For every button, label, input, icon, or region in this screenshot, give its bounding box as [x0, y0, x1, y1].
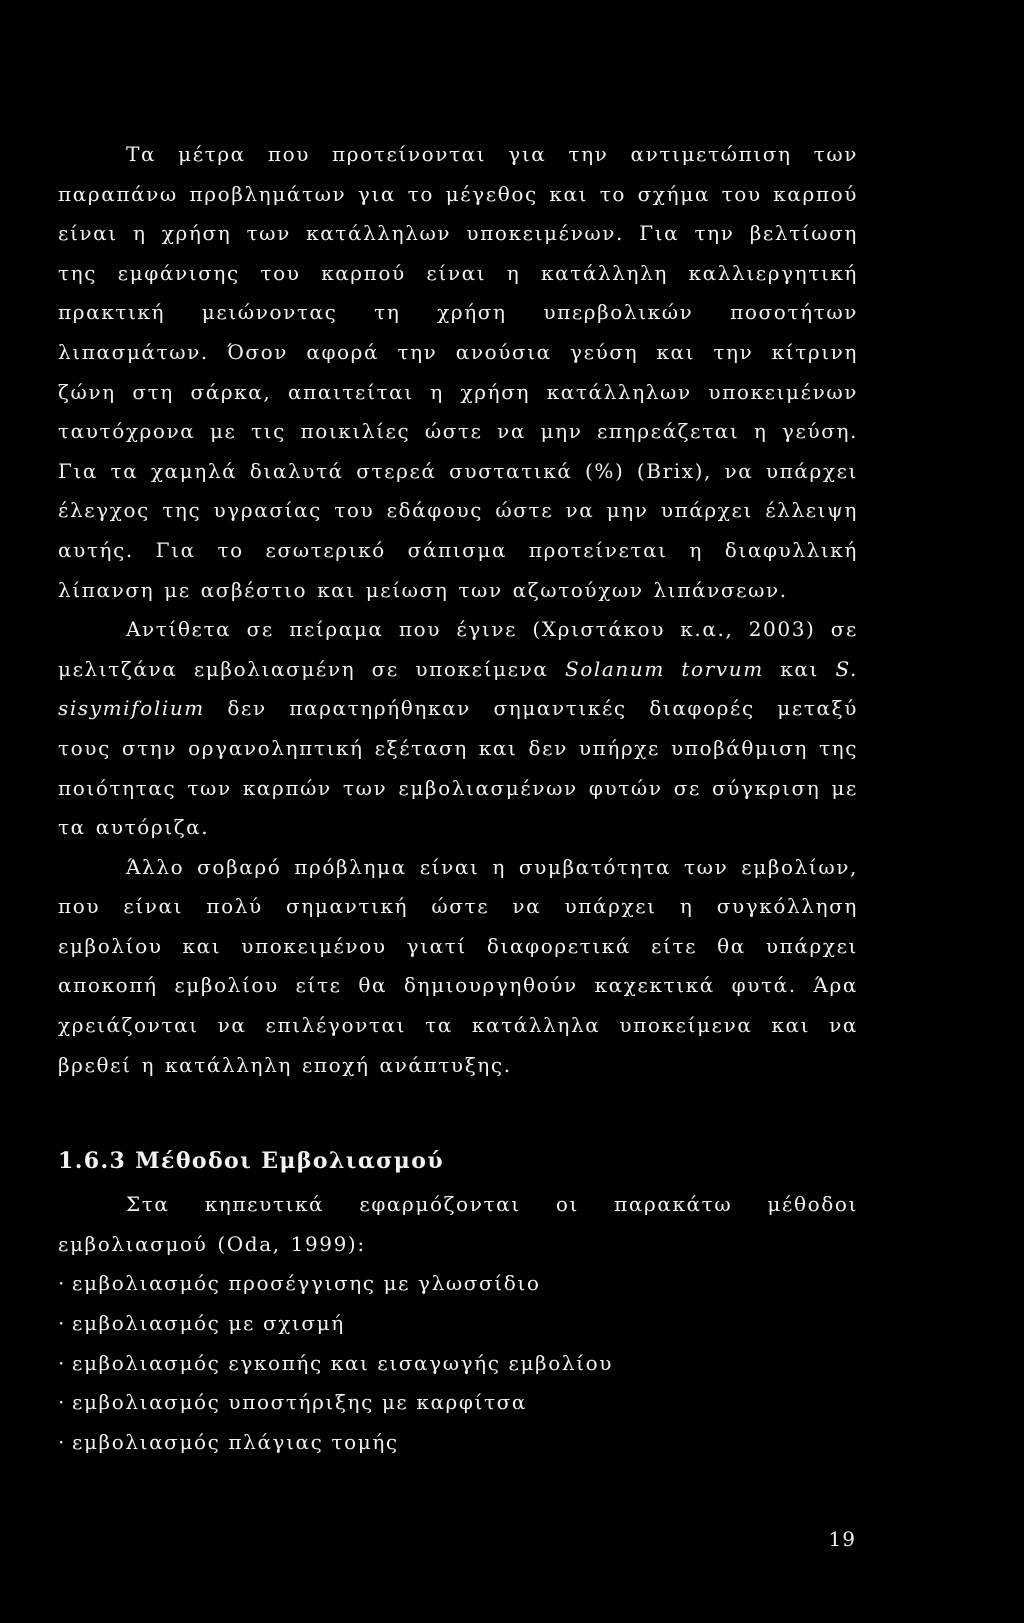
list-item-text: εμβολιασμός προσέγγισης με γλωσσίδιο	[72, 1271, 541, 1296]
bullet-dot: ·	[58, 1350, 66, 1375]
list-item	[58, 1423, 858, 1463]
paragraph-remedies: Τα μέτρα που προτείνονται για την αντιμετώπιση των παραπάνω προβλημάτων για το μέγεθος και το σχήμα του καρπού είναι η χρήση των κατάλληλων υποκειμένων. Για την βελτίωση της εμφάνισης του καρπού είναι η κατάλληλη καλλιεργητική πρακτική μειώνοντας τη χρήση υπερβολικών ποσοτήτων λιπασμάτων. Όσον αφορά την ανούσια γεύση και την κίτρινη ζώνη στη σάρκα, απαιτείται η χρήση κατάλληλων υποκειμένων ταυτόχρονα με τις ποικιλίες ώστε να μην επηρεάζεται η γεύση. Για τα χαμηλά διαλυτά στερεά συστατικά (%) (Brix), να υπάρχει έλεγχος της υγρασίας του εδάφους ώστε να μην υπάρχει έλλειψη αυτής. Για το εσωτερικό σάπισμα προτείνεται η διαφυλλική λίπανση με ασβέστιο και μείωση των αζωτούχων λιπάνσεων.	[58, 142, 858, 602]
bullet-dot: ·	[58, 1271, 66, 1296]
list-item-text: εμβολιασμός υποστήριξης με καρφίτσα	[72, 1390, 527, 1415]
species-name-solanum-torvum: Solanum torvum	[564, 656, 764, 681]
page-number: 19	[828, 1527, 856, 1551]
paragraph-experiment-text-end: δεν παρατηρήθηκαν σημαντικές διαφορές μεταξύ τους στην οργανοληπτική εξέταση και δεν υπήρχε υποβάθμιση της ποιότητας των καρπών των εμβολιασμένων φυτών σε σύγκριση με τα αυτόριζα.	[58, 696, 858, 840]
bullet-dot: ·	[58, 1311, 66, 1336]
list-item	[58, 1383, 858, 1423]
paragraph-experiment	[58, 610, 858, 848]
list-item	[58, 1264, 858, 1304]
list-item	[58, 1304, 858, 1344]
methods-intro: Στα κηπευτικά εφαρμόζονται οι παρακάτω μέθοδοι εμβολιασμού (Oda, 1999):	[58, 1192, 858, 1256]
species-name-s-sisymifolium: S. sisymifolium	[58, 656, 858, 721]
grafting-methods-list	[58, 1264, 858, 1462]
list-item-text: εμβολιασμός πλάγιας τομής	[72, 1429, 399, 1454]
list-item-text: εμβολιασμός εγκοπής και εισαγωγής εμβολίου	[72, 1350, 613, 1375]
section-heading: 1.6.3 Μέθοδοι Εμβολιασμού	[58, 1148, 445, 1175]
paragraph-experiment-text-start: Αντίθετα σε πείραμα που έγινε (Χριστάκου κ.α., 2003) σε μελιτζάνα εμβολιασμένη σε υποκείμενα	[58, 617, 858, 681]
list-item-text: εμβολιασμός με σχισμή	[72, 1311, 345, 1336]
document-page	[58, 135, 858, 1462]
bullet-dot: ·	[58, 1429, 66, 1454]
bullet-dot: ·	[58, 1390, 66, 1415]
paragraph-compatibility: Άλλο σοβαρό πρόβλημα είναι η συμβατότητα των εμβολίων, που είναι πολύ σημαντική ώστε να υπάρχει η συγκόλληση εμβολίου και υποκειμένου γιατί διαφορετικά είτε θα υπάρχει αποκοπή εμβολίου είτε θα δημιουργηθούν καχεκτικά φυτά. Άρα χρειάζονται να επιλέγονται τα κατάλληλα υποκείμενα και να βρεθεί η κατάλληλη εποχή ανάπτυξης.	[58, 854, 858, 1077]
list-item	[58, 1344, 858, 1384]
paragraph-experiment-conjunction: και	[763, 656, 836, 681]
